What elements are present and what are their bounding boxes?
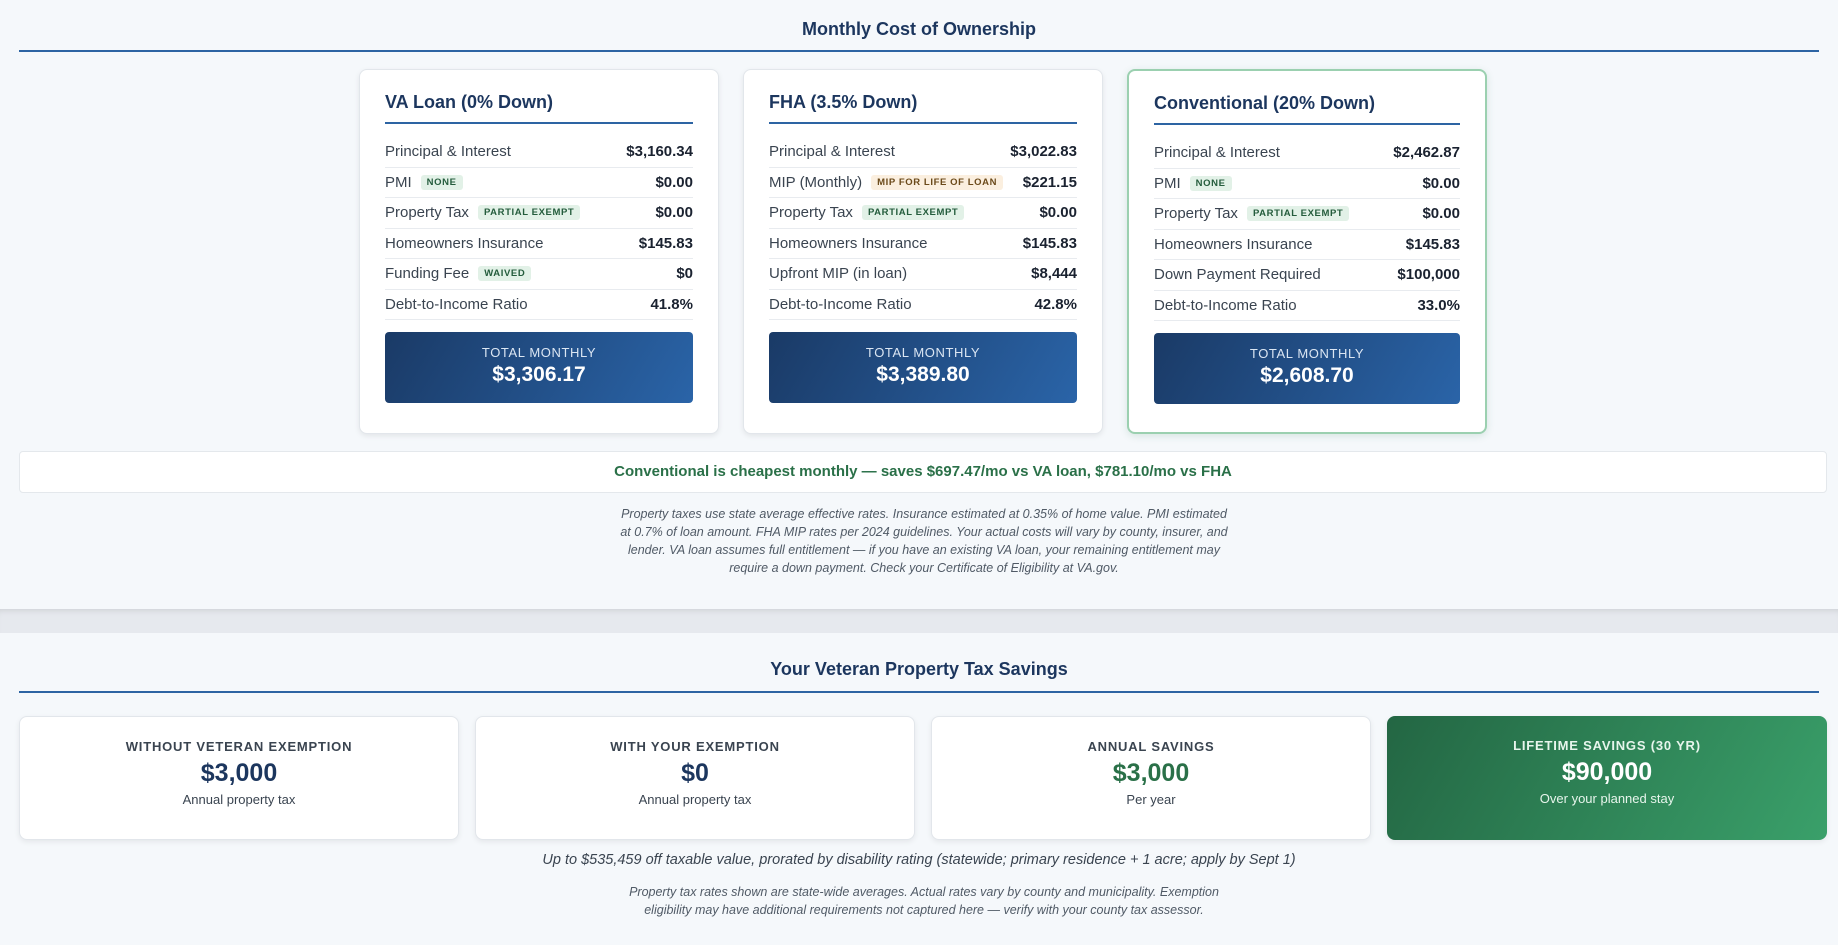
row-label: Upfront MIP (in loan) <box>769 265 908 283</box>
exemption-note: Up to $535,459 off taxable value, prorated by disability rating (statewide; primary residence + 1 acre; apply by Sept 1) <box>542 852 1296 868</box>
table-row <box>1154 199 1460 230</box>
table-row <box>1154 169 1460 200</box>
row-label: Principal & Interest <box>1154 144 1280 162</box>
total-monthly-box <box>769 332 1077 403</box>
row-label: Property Tax PARTIAL EXEMPT <box>769 204 964 221</box>
table-row <box>769 198 1077 229</box>
table-row <box>1154 230 1460 261</box>
row-label: PMI NONE <box>1154 175 1232 192</box>
row-value: $0.00 <box>1039 204 1077 222</box>
stat-value: $0 <box>681 759 709 787</box>
table-row <box>385 137 693 168</box>
stat-label: ANNUAL SAVINGS <box>1087 739 1215 754</box>
cost-section-title: Monthly Cost of Ownership <box>19 0 1819 52</box>
row-value: $145.83 <box>1022 234 1077 252</box>
total-label: TOTAL MONTHLY <box>1249 346 1365 361</box>
status-badge: MIP FOR LIFE OF LOAN <box>871 175 1003 190</box>
stat-label: WITH YOUR EXEMPTION <box>610 739 780 754</box>
row-label: Principal & Interest <box>769 143 895 161</box>
table-row <box>769 229 1077 260</box>
total-monthly-box <box>1154 333 1460 404</box>
status-badge: PARTIAL EXEMPT <box>478 205 580 220</box>
row-label: Homeowners Insurance <box>769 234 928 252</box>
stat-value: $3,000 <box>1112 759 1190 787</box>
row-value: 41.8% <box>650 295 693 313</box>
row-value: $0.00 <box>655 173 693 191</box>
row-label: Debt-to-Income Ratio <box>385 295 528 313</box>
status-badge: NONE <box>1190 176 1232 191</box>
stat-sub: Annual property tax <box>182 792 296 807</box>
section-divider <box>0 609 1838 633</box>
row-label: Homeowners Insurance <box>1154 235 1313 253</box>
tax-stat-cards <box>19 716 1827 840</box>
total-label: TOTAL MONTHLY <box>865 345 981 360</box>
total-label: TOTAL MONTHLY <box>481 345 597 360</box>
table-row <box>1154 138 1460 169</box>
row-label: PMI NONE <box>385 174 463 191</box>
row-value: $0.00 <box>655 204 693 222</box>
table-row <box>769 290 1077 321</box>
tax-section-title: Your Veteran Property Tax Savings <box>19 633 1819 693</box>
stat-value: $90,000 <box>1561 758 1653 786</box>
table-row <box>385 259 693 290</box>
row-label: Down Payment Required <box>1154 266 1321 284</box>
stat-value: $3,000 <box>200 759 278 787</box>
stat-label: LIFETIME SAVINGS (30 YR) <box>1513 738 1701 753</box>
card-title: FHA (3.5% Down) <box>769 92 1077 124</box>
row-value: $0 <box>676 265 693 283</box>
tax-disclaimer: Property tax rates shown are state-wide averages. Actual rates vary by county and municipality. Exemption eligibility may have additional requirements not captured here — verify with your county tax assessor. <box>629 885 1219 917</box>
stat-sub: Annual property tax <box>638 792 752 807</box>
stat-sub: Over your planned stay <box>1539 791 1675 806</box>
annual-savings-card <box>931 716 1371 840</box>
fha-loan-card <box>743 69 1103 434</box>
stat-label: WITHOUT VETERAN EXEMPTION <box>125 739 353 754</box>
row-label: Principal & Interest <box>385 143 511 161</box>
row-value: $145.83 <box>638 234 693 252</box>
row-value: $0.00 <box>1422 205 1460 223</box>
row-label: Property Tax PARTIAL EXEMPT <box>1154 205 1349 222</box>
row-value: $3,160.34 <box>626 143 693 161</box>
row-label: MIP (Monthly) MIP FOR LIFE OF LOAN <box>769 174 1003 191</box>
total-value: $2,608.70 <box>1260 364 1354 387</box>
row-value: $100,000 <box>1397 266 1460 284</box>
table-row <box>769 259 1077 290</box>
row-label: Property Tax PARTIAL EXEMPT <box>385 204 580 221</box>
table-row <box>769 137 1077 168</box>
table-row <box>385 229 693 260</box>
table-row <box>1154 260 1460 291</box>
loan-cards <box>359 69 1487 434</box>
row-label: Funding Fee WAIVED <box>385 265 531 282</box>
table-row <box>385 290 693 321</box>
lifetime-savings-card <box>1387 716 1827 840</box>
table-row <box>1154 291 1460 322</box>
tax-savings-section <box>0 633 1838 945</box>
row-value: $221.15 <box>1022 173 1077 191</box>
status-badge: WAIVED <box>478 266 531 281</box>
table-row <box>385 198 693 229</box>
with-exemption-card <box>475 716 915 840</box>
total-value: $3,306.17 <box>492 363 586 386</box>
row-label: Debt-to-Income Ratio <box>1154 296 1297 314</box>
row-value: 33.0% <box>1417 296 1460 314</box>
row-value: $2,462.87 <box>1393 144 1460 162</box>
table-row <box>769 168 1077 199</box>
status-badge: NONE <box>421 175 463 190</box>
card-title: VA Loan (0% Down) <box>385 92 693 124</box>
va-loan-card <box>359 69 719 434</box>
conventional-loan-card <box>1127 69 1487 434</box>
without-exemption-card <box>19 716 459 840</box>
cost-disclaimer: Property taxes use state average effective rates. Insurance estimated at 0.35% of home value. PMI estimated at 0.7% of loan amount. FHA MIP rates per 2024 guidelines. Your actual costs will vary by county, insurer, and lender. VA loan assumes full entitlement — if you have an existing VA loan, your remaining entitlement may require a down payment. Check your Certificate of Eligibility at VA.gov. <box>620 507 1228 575</box>
cheapest-summary: Conventional is cheapest monthly — saves $697.47/mo vs VA loan, $781.10/mo vs FHA <box>19 451 1827 493</box>
table-row <box>385 168 693 199</box>
row-value: 42.8% <box>1034 295 1077 313</box>
stat-sub: Per year <box>1126 792 1176 807</box>
row-value: $145.83 <box>1405 235 1460 253</box>
status-badge: PARTIAL EXEMPT <box>1247 206 1349 221</box>
row-value: $3,022.83 <box>1010 143 1077 161</box>
row-value: $0.00 <box>1422 174 1460 192</box>
status-badge: PARTIAL EXEMPT <box>862 205 964 220</box>
card-title: Conventional (20% Down) <box>1154 93 1460 125</box>
row-value: $8,444 <box>1031 265 1077 283</box>
total-monthly-box <box>385 332 693 403</box>
total-value: $3,389.80 <box>876 363 970 386</box>
row-label: Homeowners Insurance <box>385 234 544 252</box>
row-label: Debt-to-Income Ratio <box>769 295 912 313</box>
